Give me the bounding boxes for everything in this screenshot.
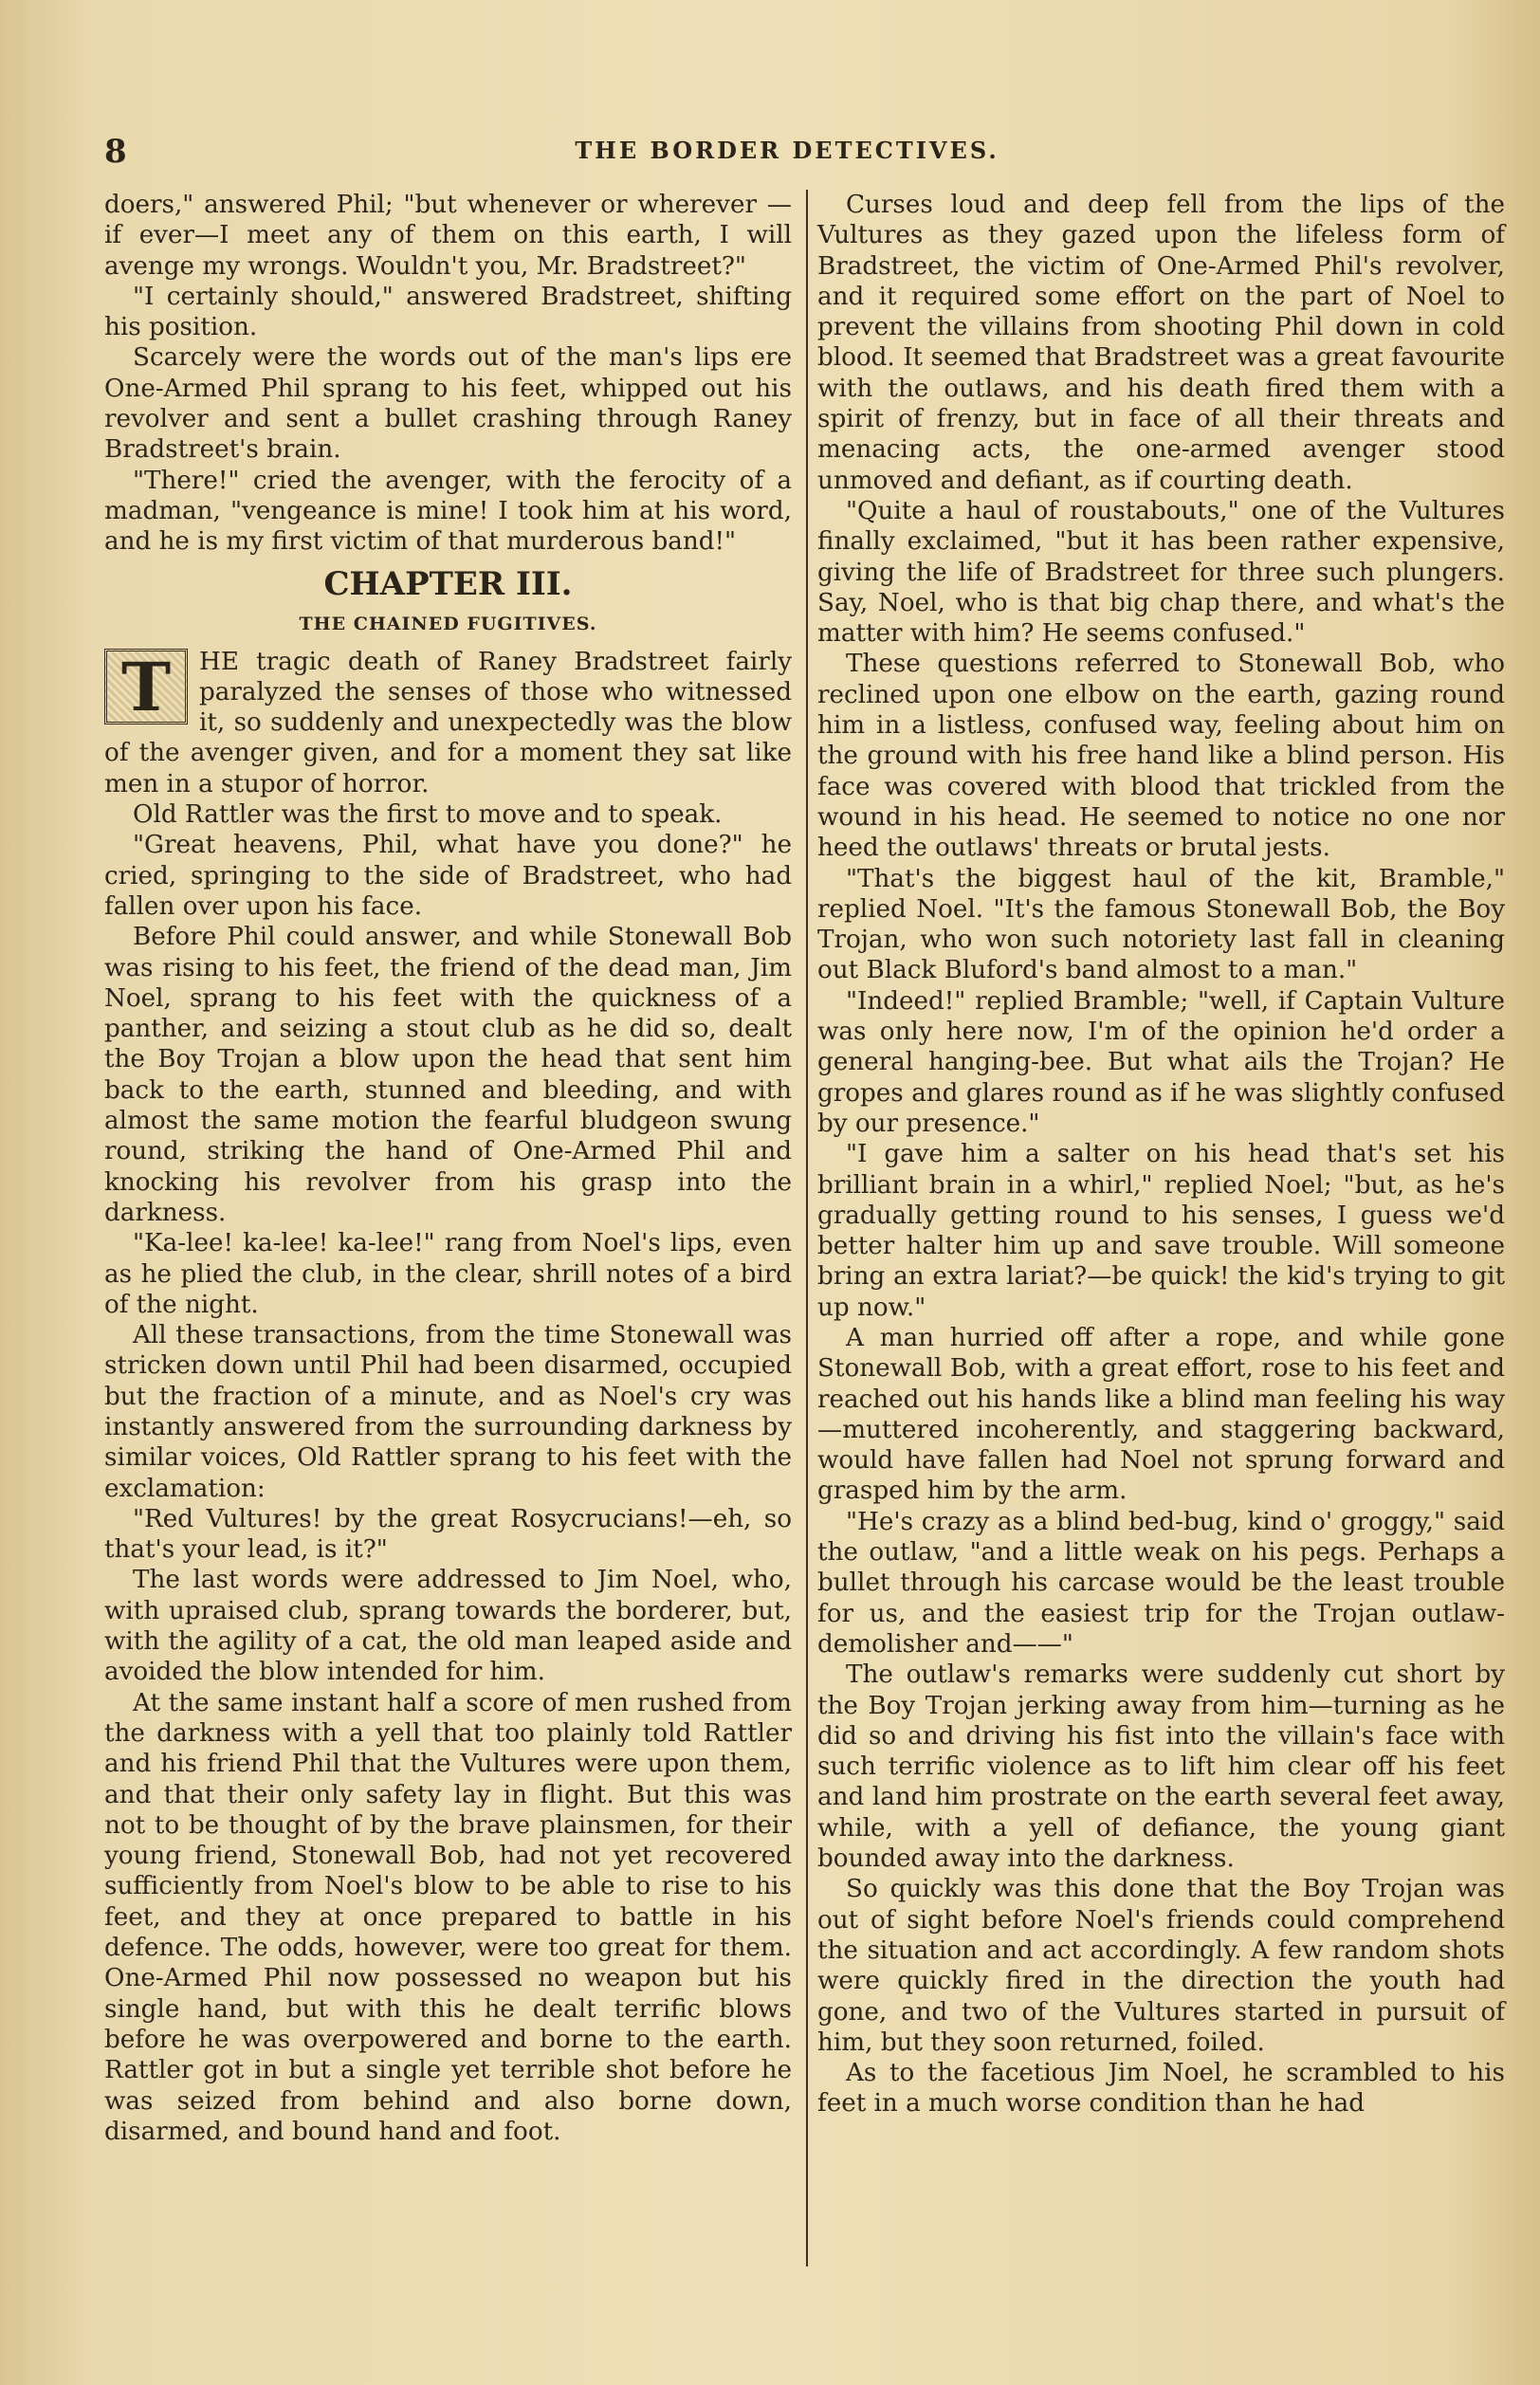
paragraph: Before Phil could answer, and while Stonewall Bob was rising to his feet, the friend of the dead man, Jim Noel, sprang to his feet with the quickness of a panther, and seizing a stout club as he did so, dealt the Boy Trojan a blow upon the head that sent him back to the earth, stunned and bleeding, and with almost the same motion the fearful bludgeon swung round, striking the hand of One-Armed Phil and knocking his revolver from his grasp into the darkness. xyxy=(104,923,792,1227)
paragraph: The outlaw's remarks were suddenly cut short by the Boy Trojan jerking away from him—turning as he did so and driving his fist into the villain's face with such terrific violence as to lift him clear off his feet and land him prostrate on the earth several feet away, while, with a yell of defiance, the young giant bounded away into the darkness. xyxy=(817,1660,1505,1874)
paragraph: So quickly was this done that the Boy Trojan was out of sight before Noel's friends could comprehend the situation and act accordingly. A few random shots were quickly fired in the direction the youth had gone, and two of the Vultures started in pursuit of him, but they soon returned, foiled. xyxy=(817,1875,1505,2057)
paragraph: "I certainly should," answered Bradstreet, shifting his position. xyxy=(104,282,792,342)
paragraph: "Great heavens, Phil, what have you done?" he cried, springing to the side of Bradstreet, who had fallen over upon his face. xyxy=(104,831,792,921)
paragraph: A man hurried off after a rope, and while gone Stonewall Bob, with a great effort, rose to his feet and reached out his hands like a blind man feeling his way—muttered incoherently, and staggering backward, would have fallen had Noel not sprung forward and grasped him by the arm. xyxy=(817,1323,1505,1506)
paragraph: Scarcely were the words out of the man's lips ere One-Armed Phil sprang to his feet, whipped out his revolver and sent a bullet crashing through Raney Bradstreet's brain. xyxy=(104,343,792,465)
paragraph: These questions referred to Stonewall Bob, who reclined upon one elbow on the earth, gazing round him in a listless, confused way, feeling about him on the ground with his free hand like a blind person. His face was covered with blood that trickled from the wound in his head. He seemed to notice no one nor heed the outlaws' threats or brutal jests. xyxy=(817,650,1505,863)
page-header xyxy=(95,133,1479,171)
drop-cap-letter: T xyxy=(104,649,188,725)
paragraph: "Indeed!" replied Bramble; "well, if Captain Vulture was only here now, I'm of the opinion he'd order a general hanging-bee. But what ails the Trojan? He gropes and glares round as if he was slightly confused by our presence." xyxy=(817,986,1505,1138)
chapter-subtitle: THE CHAINED FUGITIVES. xyxy=(299,613,597,634)
column-divider xyxy=(806,190,808,2266)
paragraph: "I gave him a salter on his head that's set his brilliant brain in a whirl," replied Noel; "but, as he's gradually getting round to his senses, I guess we'd better halter him up and save trouble. Will someone bring an extra lariat?—be quick! the kid's trying to git up now." xyxy=(817,1140,1505,1322)
paragraph: As to the facetious Jim Noel, he scrambled to his feet in a much worse condition than he had xyxy=(817,2059,1505,2119)
paragraph: The last words were addressed to Jim Noel, who, with upraised club, sprang towards the borderer, but, with the agility of a cat, the old man leaped aside and avoided the blow intended for him. xyxy=(104,1566,792,1687)
page-number: 8 xyxy=(104,133,127,171)
chapter-opening-paragraph xyxy=(104,647,792,799)
paragraph: doers," answered Phil; "but whenever or wherever —if ever—I meet any of them on this earth, I will avenge my wrongs. Wouldn't you, Mr. Bradstreet?" xyxy=(104,191,792,281)
paragraph: "There!" cried the avenger, with the ferocity of a madman, "vengeance is mine! I took him at his word, and he is my first victim of that murderous band!" xyxy=(104,466,792,557)
running-title: THE BORDER DETECTIVES. xyxy=(575,137,999,164)
paragraph: "Red Vultures! by the great Rosycrucians!—eh, so that's your lead, is it?" xyxy=(104,1504,792,1565)
paragraph-text: HE tragic death of Raney Bradstreet fairly paralyzed the senses of those who witnessed it, so suddenly and unexpectedly was the blow of the avenger given, and for a moment they sat like men in a stupor of horror. xyxy=(104,647,792,798)
paragraph: At the same instant half a score of men rushed from the darkness with a yell that too plainly told Rattler and his friend Phil that the Vultures were upon them, and that their only safety lay in flight. But this was not to be thought of by the brave plainsmen, for their young friend, Stonewall Bob, had not yet recovered sufficiently from Noel's blow to be able to rise to his feet, and they at once prepared to battle in his defence. The odds, however, were too great for them. One-Armed Phil now possessed no weapon but his single hand, but with this he dealt terrific blows before he was overpowered and borne to the earth. Rattler got in but a single yet terrible shot before he was seized from behind and also borne down, disarmed, and bound hand and foot. xyxy=(104,1688,792,2146)
paragraph: "Quite a haul of roustabouts," one of the Vultures finally exclaimed, "but it has been rather expensive, giving the life of Bradstreet for three such plungers. Say, Noel, who is that big chap there, and what's the matter with him? He seems confused." xyxy=(817,496,1505,649)
paragraph: All these transactions, from the time Stonewall was stricken down until Phil had been disarmed, occupied but the fraction of a minute, and as Noel's cry was instantly answered from the surrounding darkness by similar voices, Old Rattler sprang to his feet with the exclamation: xyxy=(104,1321,792,1503)
chapter-title: CHAPTER III. xyxy=(323,564,573,603)
left-column xyxy=(104,190,792,2147)
paragraph: Old Rattler was the first to move and to speak. xyxy=(133,800,723,830)
paragraph: "He's crazy as a blind bed-bug, kind o' groggy," said the outlaw, "and a little weak on his pegs. Perhaps a bullet through his carcase would be the least trouble for us, and the easiest trip for the Trojan outlaw-demolisher and——" xyxy=(817,1507,1505,1659)
paragraph: "Ka-lee! ka-lee! ka-lee!" rang from Noel's lips, even as he plied the club, in the clear, shrill notes of a bird of the night. xyxy=(104,1229,792,1319)
right-column xyxy=(817,190,1505,2119)
paragraph: "That's the biggest haul of the kit, Bramble," replied Noel. "It's the famous Stonewall Bob, the Boy Trojan, who won such notoriety last fall in cleaning out Black Bluford's band almost to a man." xyxy=(817,864,1505,985)
paragraph: Curses loud and deep fell from the lips of the Vultures as they gazed upon the lifeless form of Bradstreet, the victim of One-Armed Phil's revolver, and it required some effort on the part of Noel to prevent the villains from shooting Phil down in cold blood. It seemed that Bradstreet was a great favourite with the outlaws, and his death fired them with a spirit of frenzy, but in face of all their threats and menacing acts, the one-armed avenger stood unmoved and defiant, as if courting death. xyxy=(817,191,1505,495)
